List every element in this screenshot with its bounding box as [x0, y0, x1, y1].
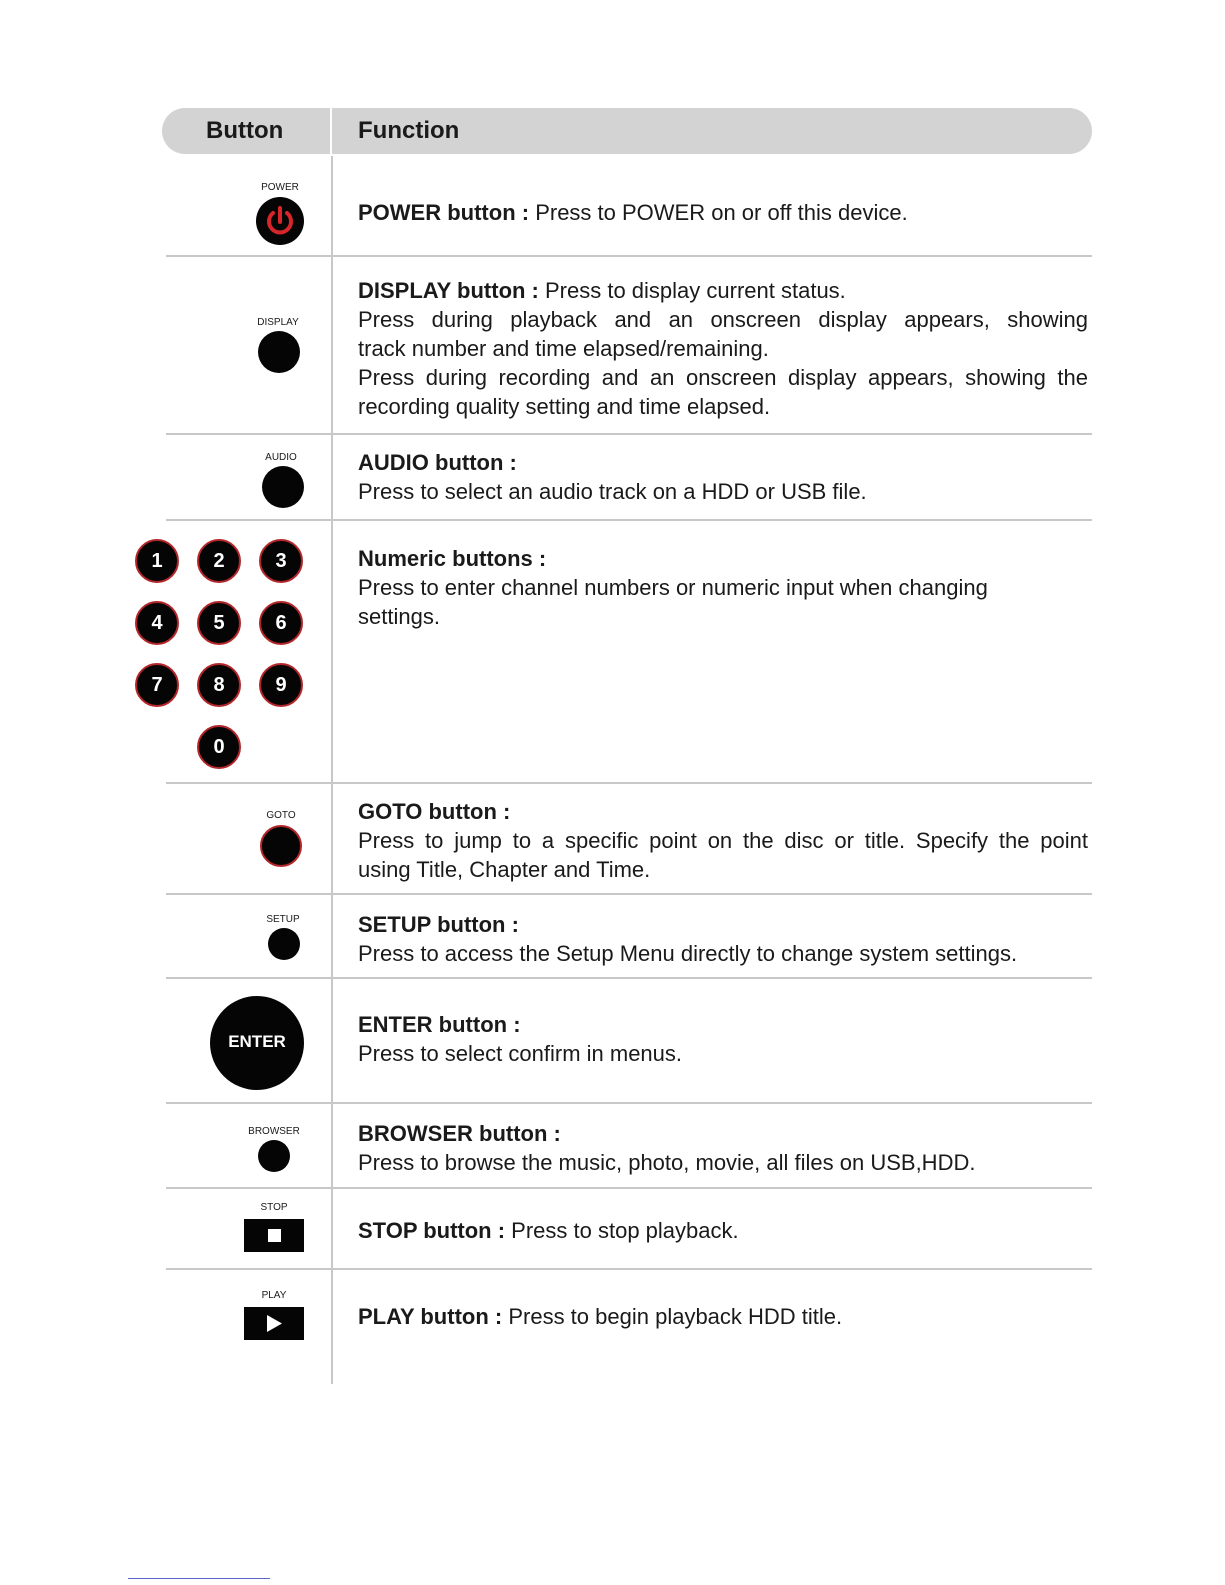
power-icon: [256, 197, 304, 245]
header-separator: [330, 108, 332, 154]
play-icon: [244, 1307, 304, 1340]
row-divider: [166, 1268, 1092, 1270]
play-text: Press to begin playback HDD title.: [502, 1304, 843, 1329]
browser-description: [358, 1119, 1088, 1177]
setup-title: SETUP button :: [358, 912, 519, 937]
setup-button[interactable]: [268, 928, 300, 960]
display-line3: track number and time elapsed/remaining.: [358, 336, 769, 361]
enter-button[interactable]: [210, 996, 304, 1090]
numeric-key-6[interactable]: 6: [259, 601, 303, 645]
numeric-key-5[interactable]: 5: [197, 601, 241, 645]
display-line5: recording quality setting and time elapsed.: [358, 394, 771, 419]
numeric-description: [358, 544, 1088, 631]
row-divider: [166, 1187, 1092, 1189]
goto-button[interactable]: [260, 825, 302, 867]
display-title: DISPLAY button :: [358, 278, 539, 303]
numeric-key-4[interactable]: 4: [135, 601, 179, 645]
audio-text: Press to select an audio track on a HDD or USB file.: [358, 479, 867, 504]
numeric-key-1[interactable]: 1: [135, 539, 179, 583]
header-function: Function: [358, 117, 460, 144]
enter-description: [358, 1010, 1088, 1068]
power-text: Press to POWER on or off this device.: [529, 200, 908, 225]
row-divider: [166, 519, 1092, 521]
numeric-title: Numeric buttons :: [358, 546, 547, 571]
row-divider: [166, 782, 1092, 784]
row-divider: [166, 433, 1092, 435]
browser-title: BROWSER button :: [358, 1121, 561, 1146]
setup-text: Press to access the Setup Menu directly to change system settings.: [358, 941, 1018, 966]
browser-button[interactable]: [258, 1140, 290, 1172]
display-button[interactable]: [258, 331, 300, 373]
setup-button-label: SETUP: [266, 914, 300, 925]
audio-title: AUDIO button :: [358, 450, 517, 475]
row-divider: [166, 1102, 1092, 1104]
row-divider: [166, 893, 1092, 895]
power-button[interactable]: [256, 197, 304, 245]
numeric-key-2[interactable]: 2: [197, 539, 241, 583]
display-line4: Press during recording and an onscreen display appears, showing the: [358, 365, 1088, 390]
audio-button-label: AUDIO: [265, 452, 297, 463]
goto-description: [358, 797, 1088, 884]
header-button: Button: [206, 117, 284, 144]
numeric-key-3[interactable]: 3: [259, 539, 303, 583]
play-button-label: PLAY: [261, 1290, 287, 1301]
display-line2: Press during playback and an onscreen display appears, showing: [358, 307, 1088, 332]
numeric-key-9[interactable]: 9: [259, 663, 303, 707]
stop-icon: [268, 1229, 281, 1242]
browser-button-label: BROWSER: [248, 1126, 300, 1137]
page-footer-line: [128, 1578, 270, 1579]
display-description: [358, 276, 1088, 421]
column-divider: [331, 156, 333, 1384]
audio-button[interactable]: [262, 466, 304, 508]
stop-title: STOP button :: [358, 1218, 506, 1243]
goto-line2: using Title, Chapter and Time.: [358, 857, 651, 882]
play-button[interactable]: [244, 1307, 304, 1340]
row-divider: [166, 977, 1092, 979]
numeric-line1: Press to enter channel numbers or numeric input when changing: [358, 575, 988, 600]
numeric-key-0[interactable]: 0: [197, 725, 241, 769]
play-title: PLAY button :: [358, 1304, 503, 1329]
enter-title: ENTER button :: [358, 1012, 521, 1037]
row-divider: [166, 255, 1092, 257]
goto-title: GOTO button :: [358, 799, 511, 824]
power-button-label: POWER: [261, 182, 299, 193]
display-line1: Press to display current status.: [538, 278, 846, 303]
power-description: [358, 198, 1088, 227]
goto-button-label: GOTO: [266, 810, 296, 821]
stop-button[interactable]: [244, 1219, 304, 1252]
numeric-line2: settings.: [358, 604, 440, 629]
stop-description: [358, 1216, 1088, 1245]
stop-text: Press to stop playback.: [505, 1218, 739, 1243]
numeric-key-8[interactable]: 8: [197, 663, 241, 707]
enter-text: Press to select confirm in menus.: [358, 1041, 683, 1066]
goto-line1: Press to jump to a specific point on the disc or title. Specify the point: [358, 828, 1088, 853]
browser-text: Press to browse the music, photo, movie, all files on USB,HDD.: [358, 1150, 976, 1175]
power-title: POWER button :: [358, 200, 530, 225]
play-description: [358, 1302, 1088, 1331]
table-header: [162, 108, 1092, 154]
audio-description: [358, 448, 1088, 506]
stop-button-label: STOP: [260, 1202, 288, 1213]
display-button-label: DISPLAY: [257, 317, 299, 328]
setup-description: [358, 910, 1088, 968]
enter-button-label: ENTER: [228, 1032, 286, 1051]
numeric-key-7[interactable]: 7: [135, 663, 179, 707]
